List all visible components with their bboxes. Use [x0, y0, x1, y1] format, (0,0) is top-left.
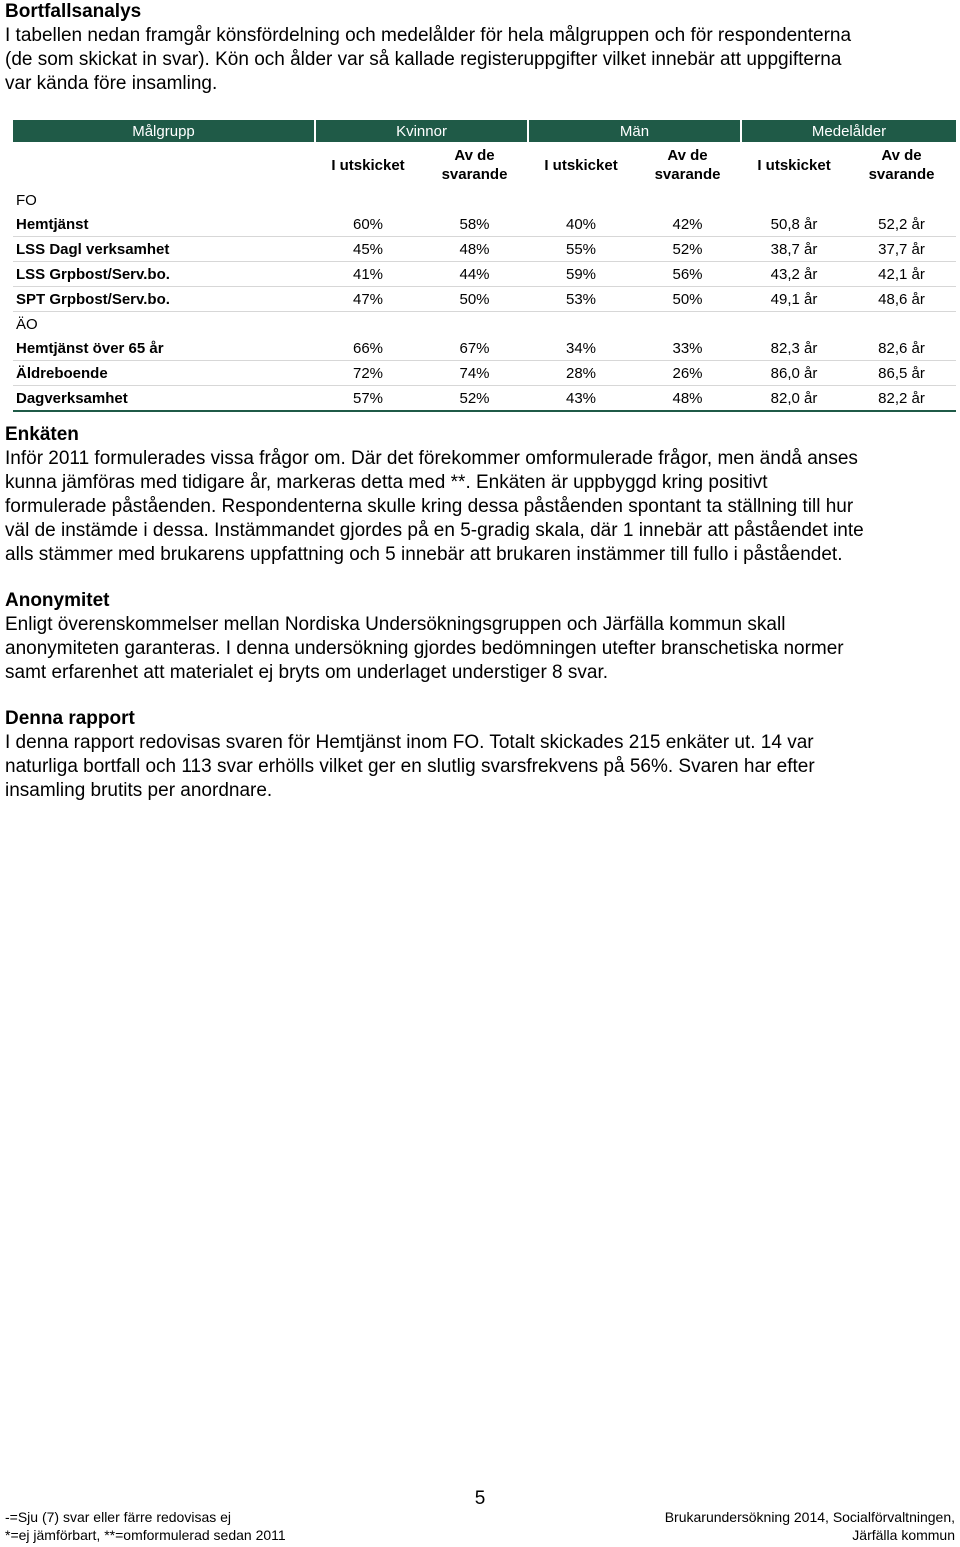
footer-source-line: Brukarundersökning 2014, Socialförvaltningen, [664, 1509, 955, 1525]
row-label: Hemtjänst [13, 212, 315, 237]
body-line: I denna rapport redovisas svaren för Hemtjänst inom FO. Totalt skickades 215 enkäter ut. 14 var [5, 732, 814, 753]
table-cell: 58% [421, 212, 528, 237]
table-cell: 82,3 år [741, 336, 847, 361]
table-cell: 50,8 år [741, 212, 847, 237]
table-cell: 48% [634, 386, 741, 412]
table-cell: 82,6 år [847, 336, 956, 361]
header-malgrupp: Målgrupp [13, 120, 315, 142]
body-line: kunna jämföras med tidigare år, markeras detta med **. Enkäten är uppbyggd kring positivt [5, 472, 768, 493]
table-row [13, 361, 956, 386]
section-heading-denna-rapport: Denna rapport [5, 708, 135, 729]
footer-legend-line: *=ej jämförbart, **=omformulerad sedan 2011 [5, 1527, 286, 1543]
header-man: Män [528, 120, 741, 142]
table-row [13, 386, 956, 412]
table-cell: 86,0 år [741, 361, 847, 386]
table-cell: 50% [421, 287, 528, 312]
header-kvinnor: Kvinnor [315, 120, 528, 142]
table-cell: 86,5 år [847, 361, 956, 386]
table-row [13, 262, 956, 287]
table-cell: 52% [634, 237, 741, 262]
row-label: Dagverksamhet [13, 386, 315, 412]
footer-source-line: Järfälla kommun [852, 1527, 955, 1543]
table-cell: 43,2 år [741, 262, 847, 287]
table-cell: 48,6 år [847, 287, 956, 312]
footer-legend [5, 1508, 286, 1544]
section-label: ÄO [16, 315, 38, 333]
table-cell: 57% [315, 386, 421, 412]
section-heading-enkaten: Enkäten [5, 424, 79, 445]
table-cell: 28% [528, 361, 634, 386]
section-row [13, 312, 956, 337]
row-label: SPT Grpbost/Serv.bo. [13, 287, 315, 312]
table-cell: 37,7 år [847, 237, 956, 262]
table-cell: 47% [315, 287, 421, 312]
section-heading-anonymitet: Anonymitet [5, 590, 110, 611]
table-cell: 55% [528, 237, 634, 262]
table-cell: 67% [421, 336, 528, 361]
table-cell: 60% [315, 212, 421, 237]
table-cell: 33% [634, 336, 741, 361]
table-row [13, 336, 956, 361]
table-row [13, 212, 956, 237]
body-line: insamling brutits per anordnare. [5, 780, 273, 801]
body-line: formulerade påståenden. Respondenterna skulle kring dessa påståenden spontant ta ställning till hur [5, 496, 854, 517]
subheader: I utskicket [544, 156, 618, 174]
table-cell: 74% [421, 361, 528, 386]
intro-line: I tabellen nedan framgår könsfördelning och medelålder för hela målgruppen och för respondenterna [5, 25, 852, 46]
body-line: samt erfarenhet att materialet ej bryts om underlaget understiger 8 svar. [5, 662, 609, 683]
table-cell: 52% [421, 386, 528, 412]
table-cell: 49,1 år [741, 287, 847, 312]
body-line: väl de instämde i dessa. Instämmandet gjordes på en 5-gradig skala, där 1 innebär att påståendet inte [5, 520, 864, 541]
section-heading-bortfallsanalys: Bortfallsanalys [5, 1, 142, 22]
table-cell: 59% [528, 262, 634, 287]
body-line: Enligt överenskommelser mellan Nordiska Undersökningsgruppen och Järfälla kommun skall [5, 614, 786, 635]
table-cell: 66% [315, 336, 421, 361]
row-label: LSS Grpbost/Serv.bo. [13, 262, 315, 287]
footer-legend-line: -=Sju (7) svar eller färre redovisas ej [5, 1509, 232, 1525]
body-line: Inför 2011 formulerades vissa frågor om. Där det förekommer omformulerade frågor, men ändå anses [5, 448, 858, 469]
table-cell: 72% [315, 361, 421, 386]
table-cell: 42,1 år [847, 262, 956, 287]
table-cell: 38,7 år [741, 237, 847, 262]
footer-source [665, 1508, 955, 1544]
table-cell: 50% [634, 287, 741, 312]
table-cell: 48% [421, 237, 528, 262]
enkaten-section [5, 423, 955, 567]
table-cell: 43% [528, 386, 634, 412]
table-cell: 42% [634, 212, 741, 237]
dropout-table [13, 120, 956, 412]
table-row [13, 237, 956, 262]
intro-line: (de som skickat in svar). Kön och ålder var så kallade registeruppgifter vilket innebär att uppgifterna [5, 49, 842, 70]
subheader: Av de svarande [441, 147, 508, 183]
table-cell: 40% [528, 212, 634, 237]
subheader: Av de svarande [868, 147, 935, 183]
row-label: Hemtjänst över 65 år [13, 336, 315, 361]
page-number: 5 [474, 1488, 486, 1509]
table-cell: 82,2 år [847, 386, 956, 412]
table-cell: 52,2 år [847, 212, 956, 237]
table-cell: 44% [421, 262, 528, 287]
anonymitet-section [5, 589, 955, 685]
section-label: FO [16, 191, 37, 209]
table-cell: 45% [315, 237, 421, 262]
header-medelalder: Medelålder [741, 120, 956, 142]
table-cell: 53% [528, 287, 634, 312]
table-cell: 41% [315, 262, 421, 287]
table-cell: 56% [634, 262, 741, 287]
row-label: Äldreboende [13, 361, 315, 386]
body-line: anonymiteten garanteras. I denna undersökning gjordes bedömningen utefter branschetiska normer [5, 638, 844, 659]
subheader: I utskicket [331, 156, 405, 174]
subheader: Av de svarande [654, 147, 721, 183]
section-row [13, 188, 956, 212]
row-label: LSS Dagl verksamhet [13, 237, 315, 262]
table-cell: 26% [634, 361, 741, 386]
table-row [13, 287, 956, 312]
intro-section [5, 0, 955, 96]
table-cell: 82,0 år [741, 386, 847, 412]
rapport-section [5, 707, 955, 803]
body-line: alls stämmer med brukarens uppfattning och 5 innebär att brukaren instämmer till fullo i påståendet. [5, 544, 843, 565]
intro-line: var kända före insamling. [5, 73, 218, 94]
subheader: I utskicket [757, 156, 831, 174]
table-cell: 34% [528, 336, 634, 361]
body-line: naturliga bortfall och 113 svar erhölls vilket ger en slutlig svarsfrekvens på 56%. Svaren har efter [5, 756, 815, 777]
